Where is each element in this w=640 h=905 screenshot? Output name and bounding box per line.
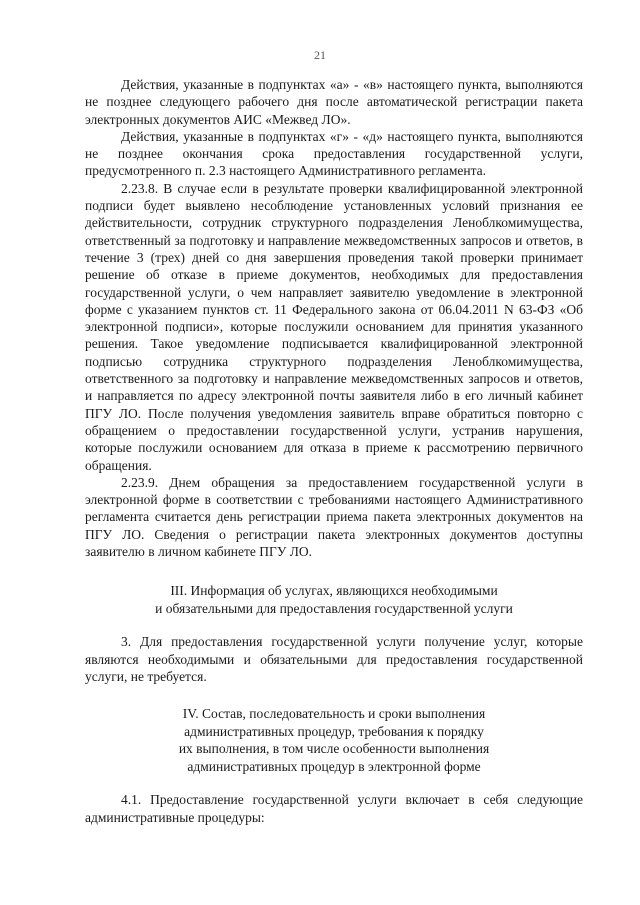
paragraph-actions-a-v: Действия, указанные в подпунктах «а» - «в» настоящего пункта, выполняются не позднее следующего рабочего дня после автоматической регистрации пакета электронных документов АИС «Межвед ЛО». xyxy=(85,77,583,127)
page-number: 21 xyxy=(314,48,326,62)
section-4-heading-line: административных процедур, требования к порядку xyxy=(184,723,484,739)
section-3-heading xyxy=(85,582,583,617)
paragraph-2-23-8: 2.23.8. В случае если в результате проверки квалифицированной электронной подписи будет выявлено несоблюдение установленных условий признания ее действительности, сотрудник структурного подразделения Леноблкомимущества, ответственный за подготовку и направление межведомственных запросов и ответов, в течение 3 (трех) дней со дня завершения проведения такой проверки принимает решение об отказе в приеме документов, необходимых для предоставления государственной услуги, о чем направляет заявителю уведомление в электронной форме с указанием пунктов ст. 11 Федерального закона от 06.04.2011 N 63-ФЗ «Об электронной подписи», которые послужили основанием для принятия указанного решения. Такое уведомление подписывается квалифицированной электронной подписью сотрудника структурного подразделения Леноблкомимущества, ответственного за подготовку и направление межведомственных запросов и ответов, и направляется по адресу электронной почты заявителя либо в его личный кабинет ПГУ ЛО. После получения уведомления заявитель вправе обратиться повторно с обращением о предоставлении государственной услуги, устранив нарушения, которые послужили основанием для отказа в приеме к рассмотрению первичного обращения. xyxy=(85,180,583,473)
paragraph-3: 3. Для предоставления государственной услуги получение услуг, которые являются необходимыми и обязательными для предоставления государственной услуги, не требуется. xyxy=(85,634,583,684)
paragraph-actions-g-d: Действия, указанные в подпунктах «г» - «д» настоящего пункта, выполняются не позднее окончания срока предоставления государственной услуги, предусмотренного п. 2.3 настоящего Административного регламента. xyxy=(85,128,583,179)
section-3-heading-line: III. Информация об услугах, являющихся необходимыми xyxy=(170,583,498,599)
document-body xyxy=(85,76,583,826)
section-3-heading-line: и обязательными для предоставления государственной услуги xyxy=(155,600,513,616)
paragraph-4-1: 4.1. Предоставление государственной услуги включает в себя следующие административные процедуры: xyxy=(85,792,583,825)
paragraph-2-23-9: 2.23.9. Днем обращения за предоставлением государственной услуги в электронной форме в соответствии с требованиями настоящего Административного регламента считается день регистрации приема пакета электронных документов на ПГУ ЛО. Сведения о регистрации пакета электронных документов доступны заявителю в личном кабинете ПГУ ЛО. xyxy=(85,474,583,560)
section-4-heading-line: административных процедур в электронной форме xyxy=(187,758,481,774)
section-4-heading xyxy=(85,705,583,775)
section-4-heading-line: их выполнения, в том числе особенности выполнения xyxy=(178,741,490,757)
section-4-heading-line: IV. Состав, последовательность и сроки выполнения xyxy=(182,706,486,722)
